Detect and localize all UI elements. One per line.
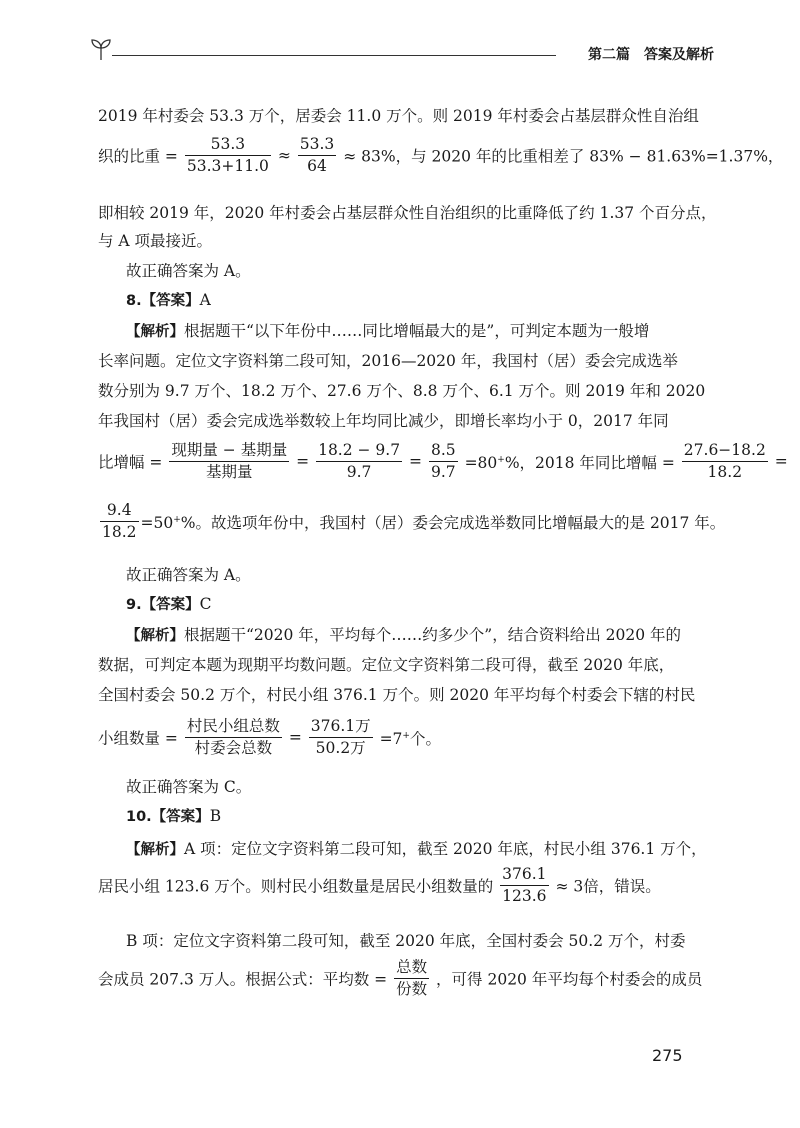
running-header <box>88 36 714 76</box>
text-line: B 项：定位文字资料第二段可知，截至 2020 年底，全国村委会 50.2 万个，村委 <box>126 932 686 950</box>
text-line: 会成员 207.3 万人。根据公式：平均数 = $\frac{\text{总数}}{\text{份数}}$ ，可得 2020 年平均每个村委会的成员 <box>98 958 703 998</box>
text-line: 即相较 2019 年，2020 年村委会占基层群众性自治组织的比重降低了约 1.37 个百分点， <box>98 204 717 222</box>
fraction: $\frac{27.6-18.2}{18.2}$ <box>683 441 766 481</box>
fraction: $\frac{9.4}{18.2}$ <box>102 501 137 541</box>
fraction: $\frac{\text{总数}}{\text{份数}}$ <box>396 958 428 998</box>
fraction: $\frac{53.3}{53.3+11.0}$ <box>186 135 269 175</box>
fraction: $\frac{\text{376.1万}}{\text{50.2万}}$ <box>310 717 371 757</box>
fraction: $\frac{8.5}{9.7}$ <box>430 441 456 481</box>
answer-heading: 8.【答案】A <box>126 291 211 309</box>
text-line: 【解析】A 项：定位文字资料第二段可知，截至 2020 年底，村民小组 376.1 万个， <box>126 840 707 858</box>
fraction: $\frac{\text{现期量 − 基期量}}{\text{基期量}}$ <box>171 441 288 481</box>
conclusion-line: 故正确答案为 A。 <box>126 262 251 280</box>
text-line: 2019 年村委会 53.3 万个，居委会 11.0 万个。则 2019 年村委会占基层群众性自治组 <box>98 107 699 125</box>
text-line: 数据，可判定本题为现期平均数问题。定位文字资料第二段可得，截至 2020 年底， <box>98 656 675 674</box>
conclusion-line: 故正确答案为 C。 <box>126 778 252 796</box>
header-subtitle: 答案及解析 <box>644 47 714 63</box>
header-rule <box>112 55 556 56</box>
fraction: $\frac{53.3}{64}$ <box>299 135 335 175</box>
text-line: 与 A 项最接近。 <box>98 232 213 250</box>
text-line: 长率问题。定位文字资料第二段可知，2016—2020 年，我国村（居）委会完成选举 <box>98 352 678 370</box>
text-line: 小组数量 = $\frac{\text{村民小组总数}}{\text{村委会总数}}$ = $\frac{\text{376.1万}}{\text{50.2万}}$ =7+个。 <box>98 717 441 757</box>
conclusion-line: 故正确答案为 A。 <box>126 566 251 584</box>
text-line: 年我国村（居）委会完成选举数较上年均同比减少，即增长率均小于 0，2017 年同 <box>98 412 669 430</box>
text-line: 【解析】根据题干“以下年份中……同比增幅最大的是”，可判定本题为一般增 <box>126 322 650 340</box>
text-line: 居民小组 123.6 万个。则村民小组数量是居民小组数量的 $\frac{376.1}{123.6}$ ≈ 3倍，错误。 <box>98 865 661 905</box>
header-section: 第二篇 <box>588 47 630 63</box>
text-line: 全国村委会 50.2 万个，村民小组 376.1 万个。则 2020 年平均每个村委会下辖的村民 <box>98 686 696 704</box>
page-number: 275 <box>652 1046 683 1065</box>
answer-heading: 10.【答案】B <box>126 807 222 825</box>
answer-heading: 9.【答案】C <box>126 595 212 613</box>
sprout-icon <box>88 36 114 62</box>
fraction: $\frac{\text{村民小组总数}}{\text{村委会总数}}$ <box>186 717 280 757</box>
text-line: 【解析】根据题干“2020 年，平均每个……约多少个”，结合资料给出 2020 年的 <box>126 626 682 644</box>
fraction: $\frac{18.2 - 9.7}{9.7}$ <box>318 441 401 481</box>
text-line: 织的比重 = $\frac{53.3}{53.3+11.0}$ ≈ $\frac{53.3}{64}$ ≈ 83%，与 2020 年的比重相差了 83% − 81.63%=1.37%， <box>98 135 784 175</box>
header-title <box>588 44 714 64</box>
text-line: 比增幅 = $\frac{\text{现期量 − 基期量}}{\text{基期量}}$ = $\frac{18.2 - 9.7}{9.7}$ = $\frac{8.5}{9.7}$ =80+%，2018 年同比增幅 = $\frac{27.6-18.2}{18.2}$ = <box>98 441 788 481</box>
fraction: $\frac{376.1}{123.6}$ <box>502 865 547 905</box>
text-line: 数分别为 9.7 万个、18.2 万个、27.6 万个、8.8 万个、6.1 万个。则 2019 年和 2020 <box>98 382 706 400</box>
text-line: $\frac{9.4}{18.2}$ =50+%。故选项年份中，我国村（居）委会完成选举数同比增幅最大的是 2017 年。 <box>102 501 726 541</box>
